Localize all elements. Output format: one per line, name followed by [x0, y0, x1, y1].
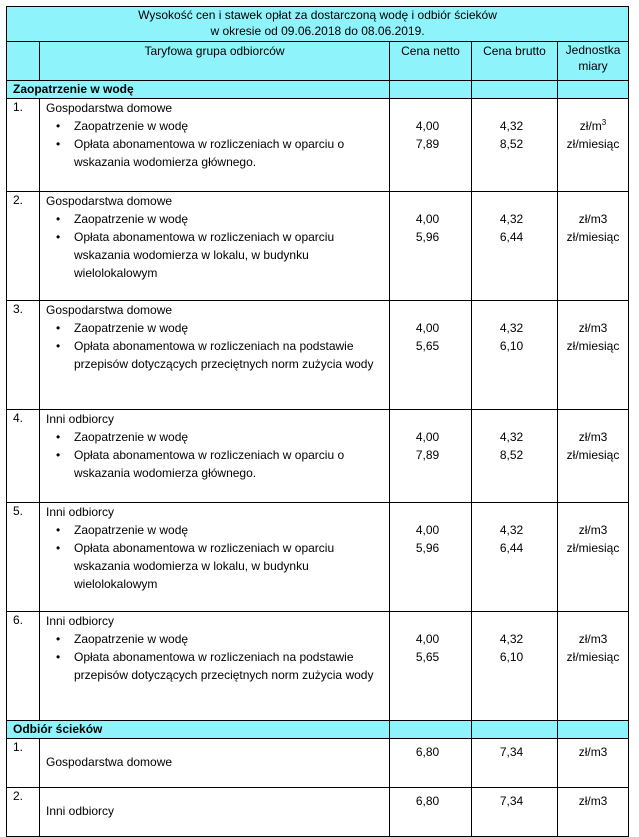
- title-line-2: w okresie od 09.06.2018 do 08.06.2019.: [210, 24, 425, 38]
- unit-text: zł/miesiąc: [566, 339, 620, 353]
- water-rows: [7, 99, 629, 721]
- row-gross: [472, 99, 558, 192]
- unit-value: [558, 228, 628, 246]
- section-sewage-row: [7, 721, 629, 739]
- row-items: [46, 319, 389, 373]
- row-net: [390, 612, 472, 721]
- section-water-label: Zaopatrzenie w wodę: [7, 81, 390, 99]
- price-net: 5,96: [415, 541, 440, 555]
- row-gross: [472, 192, 558, 301]
- table-row: [7, 301, 629, 410]
- unit-superscript: 3: [601, 118, 607, 127]
- unit-value: [558, 648, 628, 666]
- price-net: 4,00: [415, 430, 440, 444]
- unit-text: zł/m3: [578, 523, 608, 537]
- row-net: [390, 192, 472, 301]
- row-item: • Zaopatrzenie w wodę: [46, 210, 389, 228]
- row-description: [40, 612, 390, 721]
- unit-text: zł/miesiąc: [566, 541, 620, 555]
- unit-text: zł/m3: [578, 212, 608, 226]
- row-unit: [558, 301, 629, 410]
- row-net: [390, 301, 472, 410]
- price-net: 7,89: [415, 448, 440, 462]
- tariff-table: [6, 6, 629, 837]
- price-gross: 4,32: [499, 119, 524, 133]
- price-gross: 4,32: [499, 212, 524, 226]
- price-net: 4,00: [415, 212, 440, 226]
- row-item: • Opłata abonamentowa w rozliczeniach w oparciu o wskazania wodomierza głównego.: [46, 135, 389, 171]
- unit-value: [558, 117, 628, 135]
- header-net: Cena netto: [390, 42, 472, 81]
- header-group: Taryfowa grupa odbiorców: [40, 42, 390, 81]
- unit-value: [558, 428, 628, 446]
- unit-value: [558, 539, 628, 557]
- row-group: Gospodarstwa domowe: [46, 194, 173, 208]
- section-water-row: [7, 81, 629, 99]
- row-group: Inni odbiorcy: [46, 614, 115, 628]
- sewage-rows: [7, 739, 629, 837]
- price-gross: 6,10: [499, 650, 524, 664]
- row-net: [390, 99, 472, 192]
- row-items: [46, 630, 389, 684]
- price-gross: 4,32: [499, 321, 524, 335]
- row-net: [390, 410, 472, 503]
- row-group: Inni odbiorcy: [40, 788, 390, 837]
- row-unit: [558, 410, 629, 503]
- row-unit: zł/m3: [558, 788, 629, 837]
- unit-text: zł/miesiąc: [566, 137, 620, 151]
- row-items: [46, 521, 389, 593]
- row-description: [40, 301, 390, 410]
- row-lp: 1.: [7, 739, 40, 788]
- row-lp: 2.: [7, 192, 40, 301]
- table-row: [7, 503, 629, 612]
- price-gross: 6,44: [499, 230, 524, 244]
- row-gross: [472, 503, 558, 612]
- price-net: 4,00: [415, 119, 440, 133]
- row-lp: 6.: [7, 612, 40, 721]
- unit-value: [558, 319, 628, 337]
- row-description: [40, 410, 390, 503]
- row-group: Inni odbiorcy: [46, 505, 115, 519]
- row-description: [40, 503, 390, 612]
- title-line-1: Wysokość cen i stawek opłat za dostarczoną wodę i odbiór ścieków: [138, 8, 497, 22]
- row-item: • Opłata abonamentowa w rozliczeniach w oparciu o wskazania wodomierza głównego.: [46, 446, 389, 482]
- price-net: 4,00: [415, 523, 440, 537]
- row-items: [46, 210, 389, 282]
- row-unit: [558, 503, 629, 612]
- row-gross: [472, 410, 558, 503]
- row-unit: zł/m3: [558, 739, 629, 788]
- row-item: • Zaopatrzenie w wodę: [46, 428, 389, 446]
- price-gross: 4,32: [499, 430, 524, 444]
- unit-value: [558, 337, 628, 355]
- price-gross: 4,32: [499, 523, 524, 537]
- row-lp: 1.: [7, 99, 40, 192]
- unit-text: zł/miesiąc: [566, 650, 620, 664]
- table-row: [7, 612, 629, 721]
- table-row: [7, 99, 629, 192]
- row-items: [46, 117, 389, 171]
- unit-text: zł/miesiąc: [566, 230, 620, 244]
- row-item: • Zaopatrzenie w wodę: [46, 117, 389, 135]
- title-row: [7, 7, 629, 42]
- unit-value: [558, 210, 628, 228]
- price-gross: 8,52: [499, 448, 524, 462]
- price-gross: 4,32: [499, 632, 524, 646]
- row-gross: 7,34: [472, 739, 558, 788]
- row-description: [40, 192, 390, 301]
- table-row: [7, 788, 629, 837]
- row-lp: 5.: [7, 503, 40, 612]
- unit-value: [558, 446, 628, 464]
- unit-text: zł/m3: [578, 321, 608, 335]
- unit-value: [558, 630, 628, 648]
- price-net: 4,00: [415, 321, 440, 335]
- row-unit: [558, 99, 629, 192]
- price-net: 5,65: [415, 339, 440, 353]
- price-gross: 6,44: [499, 541, 524, 555]
- table-row: [7, 410, 629, 503]
- price-gross: 8,52: [499, 137, 524, 151]
- row-item: • Opłata abonamentowa w rozliczeniach na podstawie przepisów dotyczących przeciętnych norm zużycia wody: [46, 337, 389, 373]
- row-item: • Opłata abonamentowa w rozliczeniach w oparciu wskazania wodomierza w lokalu, w budynku wielolokalowym: [46, 228, 389, 282]
- table-title: [7, 7, 629, 42]
- price-net: 7,89: [415, 137, 440, 151]
- row-description: [40, 99, 390, 192]
- unit-text: zł/m3: [578, 430, 608, 444]
- row-item: • Opłata abonamentowa w rozliczeniach w oparciu wskazania wodomierza w lokalu, w budynku wielolokalowym: [46, 539, 389, 593]
- table-row: [7, 739, 629, 788]
- section-sewage-label: Odbiór ścieków: [7, 721, 390, 739]
- row-gross: [472, 301, 558, 410]
- row-net: [390, 503, 472, 612]
- price-net: 4,00: [415, 632, 440, 646]
- row-group: Gospodarstwa domowe: [46, 101, 173, 115]
- unit-text: zł/m3: [578, 632, 608, 646]
- row-group: Inni odbiorcy: [46, 412, 115, 426]
- unit-value: [558, 521, 628, 539]
- row-net: 6,80: [390, 788, 472, 837]
- price-gross: 6,10: [499, 339, 524, 353]
- header-gross: Cena brutto: [472, 42, 558, 81]
- row-gross: [472, 612, 558, 721]
- row-item: • Opłata abonamentowa w rozliczeniach na podstawie przepisów dotyczących przeciętnych norm zużycia wody: [46, 648, 389, 684]
- unit-value: [558, 135, 628, 153]
- row-gross: 7,34: [472, 788, 558, 837]
- row-item: • Zaopatrzenie w wodę: [46, 319, 389, 337]
- row-group: Gospodarstwa domowe: [46, 303, 173, 317]
- price-net: 5,65: [415, 650, 440, 664]
- row-group: Gospodarstwa domowe: [40, 739, 390, 788]
- row-net: 6,80: [390, 739, 472, 788]
- price-net: 5,96: [415, 230, 440, 244]
- row-item: • Zaopatrzenie w wodę: [46, 521, 389, 539]
- row-lp: 3.: [7, 301, 40, 410]
- header-row: [7, 42, 629, 81]
- row-unit: [558, 612, 629, 721]
- header-unit: Jednostka miary: [558, 42, 629, 81]
- row-lp: 2.: [7, 788, 40, 837]
- table-row: [7, 192, 629, 301]
- row-item: • Zaopatrzenie w wodę: [46, 630, 389, 648]
- row-unit: [558, 192, 629, 301]
- row-items: [46, 428, 389, 482]
- unit-text: zł/m: [579, 119, 602, 133]
- row-lp: 4.: [7, 410, 40, 503]
- header-lp: [7, 42, 40, 81]
- unit-text: zł/miesiąc: [566, 448, 620, 462]
